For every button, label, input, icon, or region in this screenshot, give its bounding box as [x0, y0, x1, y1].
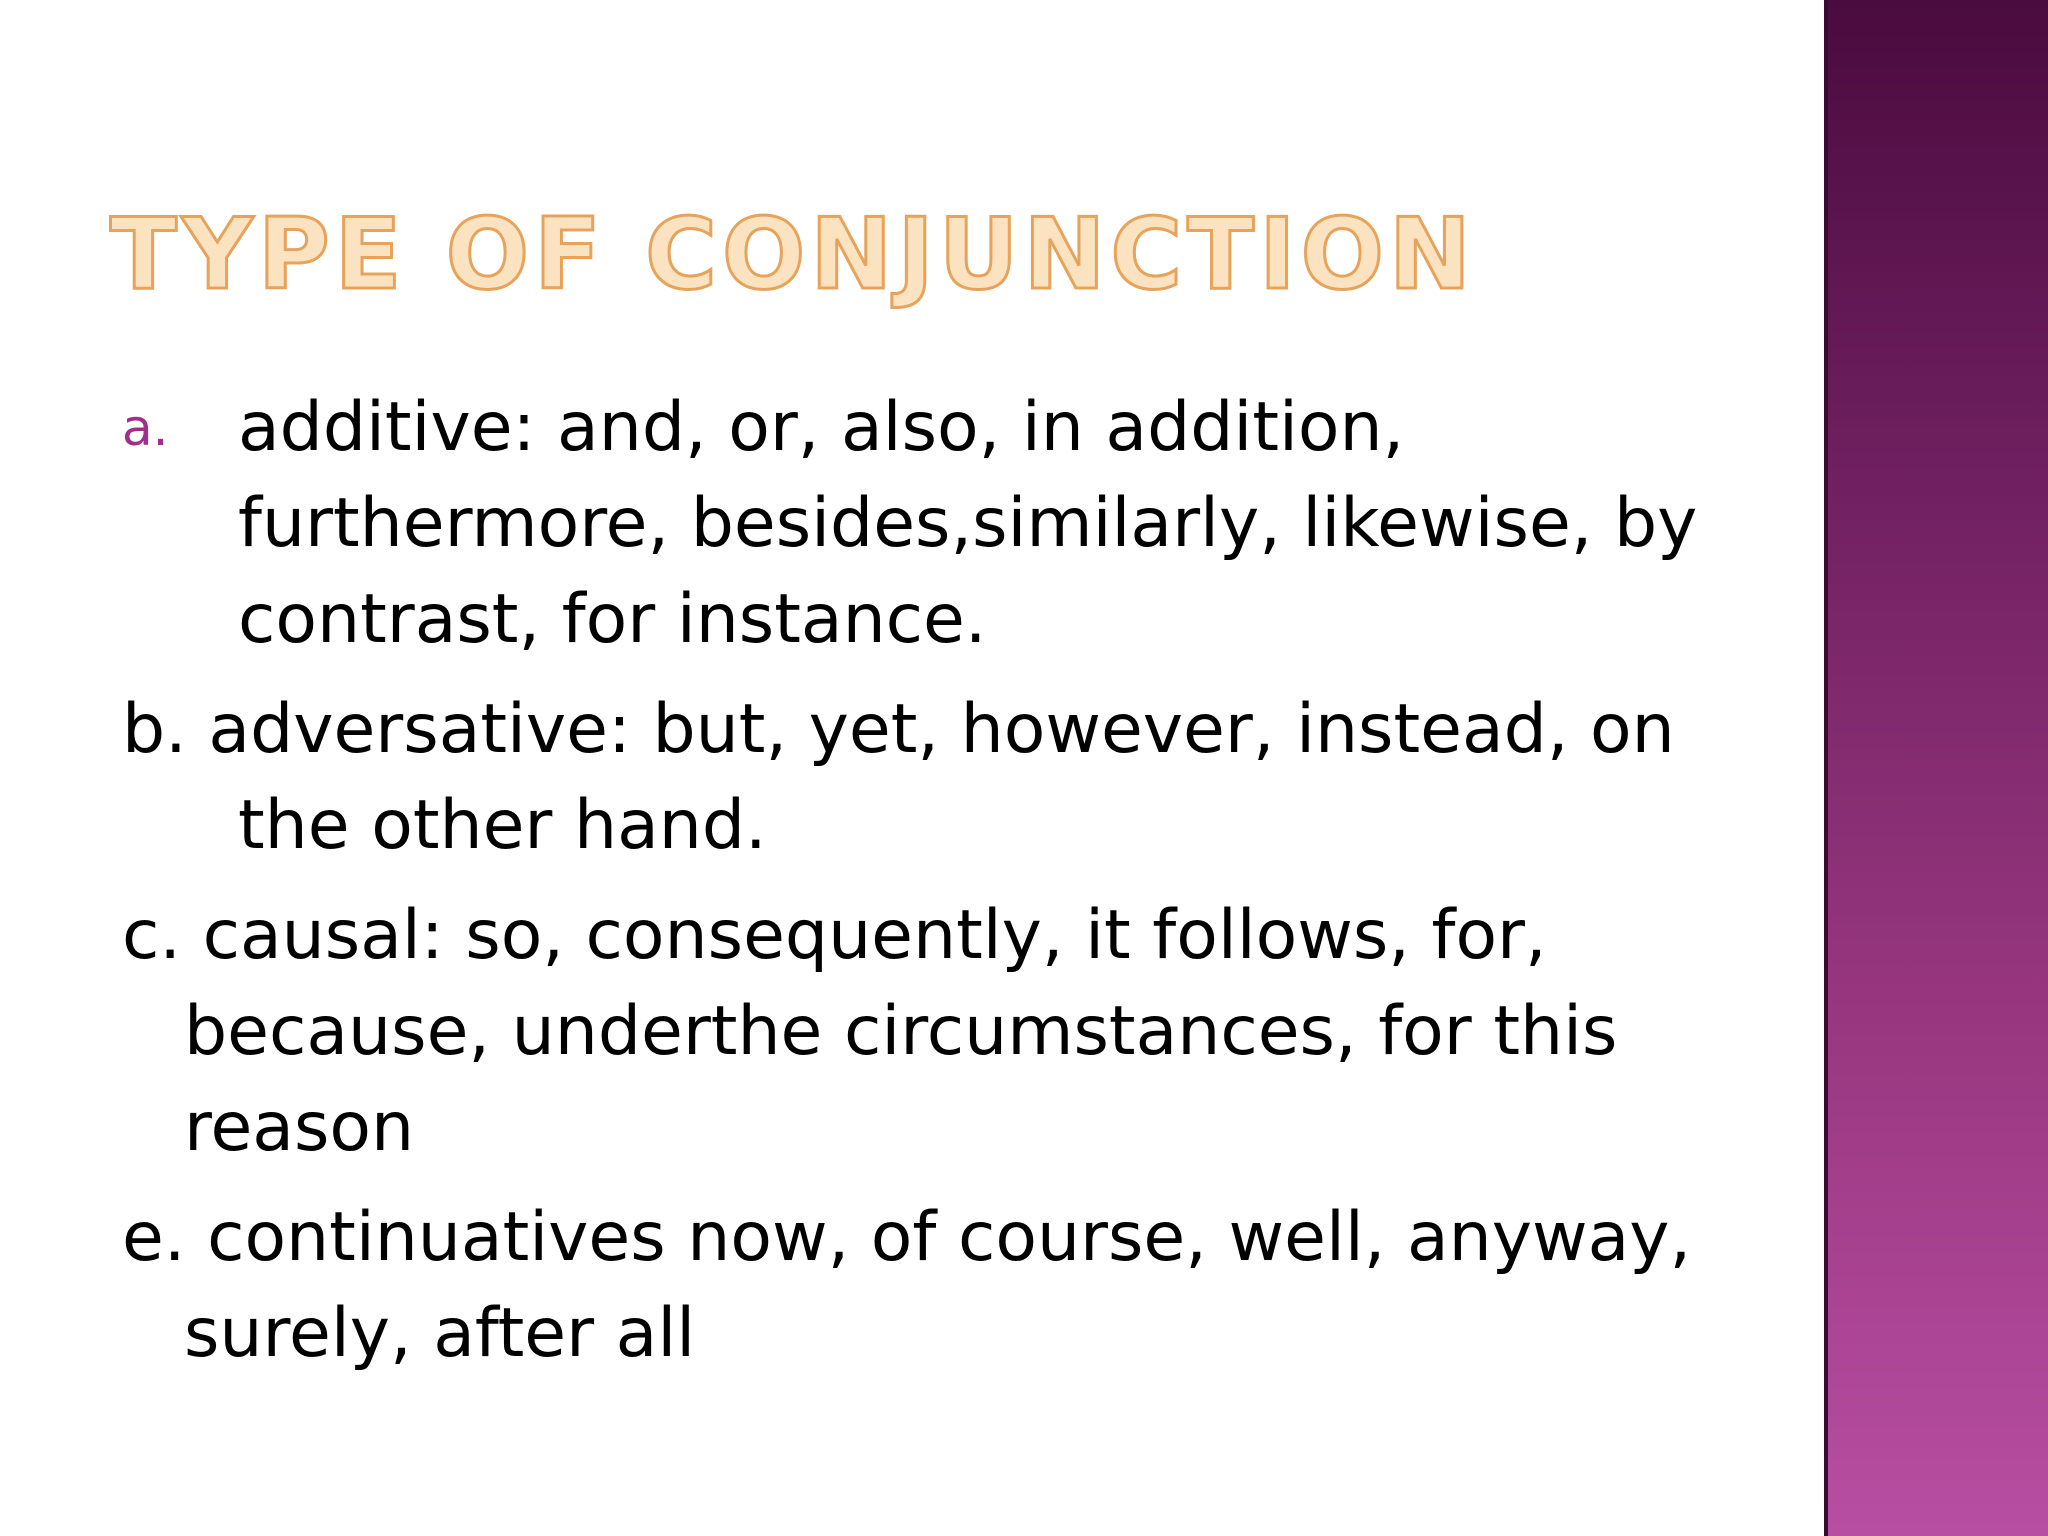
- list-item-adversative: [122, 682, 1742, 874]
- list-item-text: c. causal: so, consequently, it follows, for, because, underthe circumstances, for this reason: [122, 896, 1618, 1167]
- decorative-side-band: [1824, 0, 2048, 1536]
- slide-title: TYPE OF CONJUNCTION: [110, 198, 1476, 312]
- list-item-text: additive: and, or, also, in addition, furthermore, besides,similarly, likewise, by contrast, for instance.: [238, 388, 1698, 659]
- list-item-causal: [122, 888, 1742, 1176]
- list-item-text: b. adversative: but, yet, however, instead, on the other hand.: [122, 690, 1675, 865]
- list-item-continuatives: [122, 1190, 1742, 1382]
- list-item-additive: [122, 380, 1742, 668]
- list-item-text: e. continuatives now, of course, well, anyway, surely, after all: [122, 1198, 1692, 1373]
- slide-body: [122, 380, 1742, 1396]
- list-marker-a: a.: [122, 399, 169, 457]
